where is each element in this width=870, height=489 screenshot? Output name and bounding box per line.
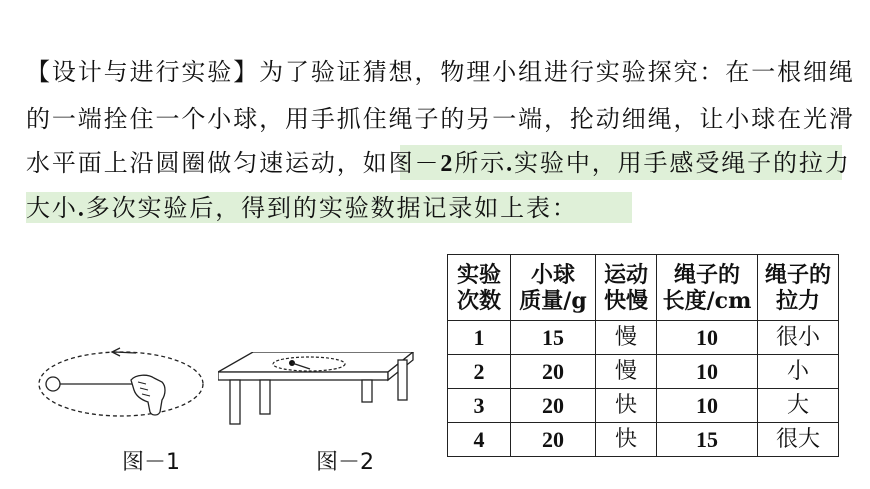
- paragraph-line-3: [26, 148, 851, 179]
- cell-mass: 20: [511, 355, 596, 389]
- header-trial: 实验 次数: [448, 255, 511, 321]
- cell-length: 10: [657, 389, 758, 423]
- cell-speed: 慢: [596, 321, 657, 355]
- cell-speed: 快: [596, 423, 657, 457]
- line4-period: .: [77, 196, 86, 222]
- cell-trial: 3: [448, 389, 511, 423]
- table-row: [448, 321, 839, 355]
- figure-2-table-with-ball: [218, 352, 418, 436]
- paragraph-line-4: [26, 193, 578, 224]
- experiment-data-table: [447, 254, 839, 457]
- figure-1-hand-swinging-ball: [36, 338, 216, 438]
- cell-length: 15: [657, 423, 758, 457]
- header-rope-tension: 绳子的 拉力: [758, 255, 839, 321]
- line3-text-c: 所示: [454, 149, 507, 177]
- cell-trial: 1: [448, 321, 511, 355]
- paragraph-line-2: 的一端拴住一个小球，用手抓住绳子的另一端，抡动细绳，让小球在光滑: [26, 105, 855, 133]
- cell-tension: 很大: [758, 423, 839, 457]
- table-row: [448, 355, 839, 389]
- line3-text-a: 水平面上沿圆圈做匀速运动，如图－: [26, 149, 441, 177]
- figure-2-caption: 图－2: [316, 450, 374, 475]
- ball-icon: [46, 377, 60, 391]
- cell-mass: 20: [511, 423, 596, 457]
- cell-mass: 20: [511, 389, 596, 423]
- paragraph-line-1: 【设计与进行实验】为了验证猜想，物理小组进行实验探究：在一根细绳: [26, 58, 855, 86]
- cell-tension: 大: [758, 389, 839, 423]
- table-row: [448, 389, 839, 423]
- cell-length: 10: [657, 355, 758, 389]
- cell-speed: 快: [596, 389, 657, 423]
- line4-text-a: 大小: [26, 194, 78, 222]
- header-ball-mass: 小球 质量/g: [511, 255, 596, 321]
- line3-fig-number: 2: [440, 151, 455, 177]
- table-row: [448, 423, 839, 457]
- table-header-row: [448, 255, 839, 321]
- header-speed: 运动 快慢: [596, 255, 657, 321]
- experiment-paragraph: [0, 0, 870, 240]
- cell-length: 10: [657, 321, 758, 355]
- cell-trial: 4: [448, 423, 511, 457]
- cell-tension: 很小: [758, 321, 839, 355]
- cell-trial: 2: [448, 355, 511, 389]
- cell-tension: 小: [758, 355, 839, 389]
- line3-period: .: [506, 151, 515, 177]
- line3-text-e: 实验中，用手感受绳子的拉力: [514, 149, 851, 177]
- cell-speed: 慢: [596, 355, 657, 389]
- header-rope-length: 绳子的 长度/cm: [657, 255, 758, 321]
- line4-text-c: 多次实验后，得到的实验数据记录如上表：: [85, 194, 578, 222]
- cell-mass: 15: [511, 321, 596, 355]
- figure-1-caption: 图－1: [122, 450, 180, 475]
